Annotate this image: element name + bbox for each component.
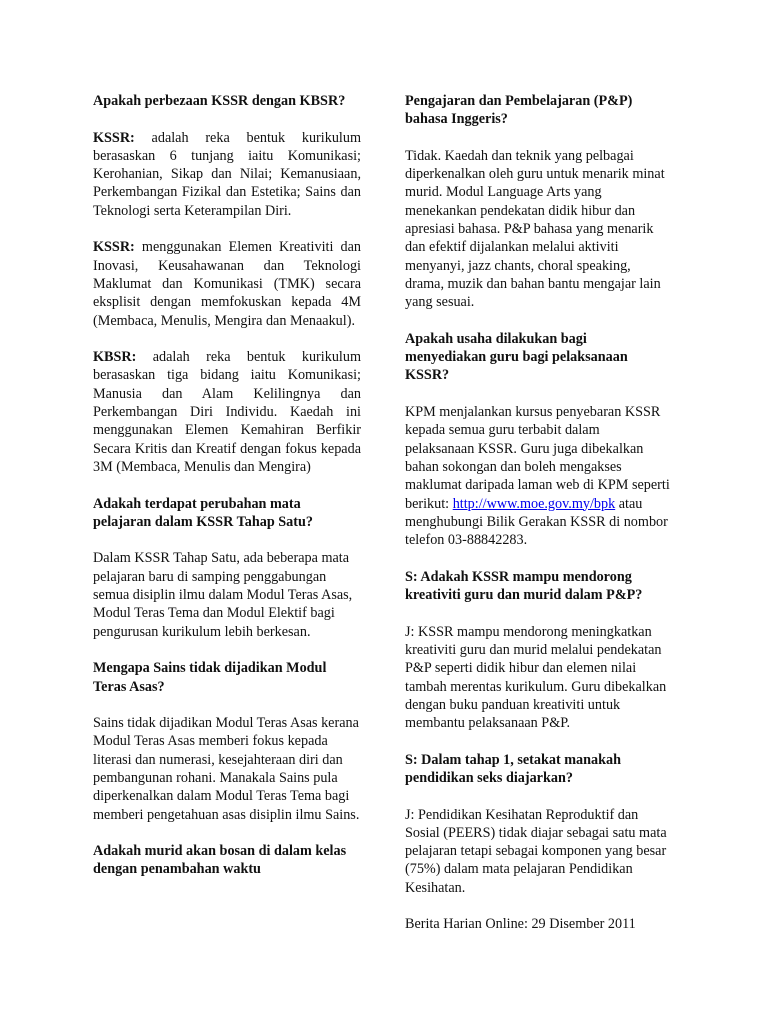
answer-text: adalah reka bentuk kurikulum berasaskan tiga bidang iaitu Komunikasi; Manusia dan Alam Kelilingnya dan Perkembangan Diri Individu. Kaedah ini menggunakan Elemen Kemahiran Berfikir Secara Kritis dan Kreatif dengan fokus kepada 3M (Membaca, Menulis dan Mengira): [93, 349, 361, 475]
answer-text: menggunakan Elemen Kreativiti dan Inovasi, Keusahawanan dan Teknologi Maklumat dan Komunikasi (TMK) secara eksplisit dengan memfokuskan kepada 4M (Membaca, Menulis, Mengira dan Menaakul).: [93, 239, 361, 329]
question-murid-bosan: Adakah murid akan bosan di dalam kelas dengan penambahan waktu: [93, 843, 347, 878]
answer-kreativiti: J: KSSR mampu mendorong meningkatkan kreativiti guru dan murid melalui pendekatan P&P seperti didik hibur dan elemen nilai tambah merentas kurikulum. Guru dibekalkan dengan buku panduan kreativiti untuk membantu pelaksanaan P&P.: [405, 623, 667, 732]
answer-text: adalah reka bentuk kurikulum berasaskan 6 tunjang iaitu Komunikasi; Kerohanian, Sikap dan Nilai; Kemanusiaan, Perkembangan Fizikal dan Estetika; Sains dan Teknologi serta Keterampilan Diri.: [93, 129, 361, 219]
answer-pendidikan-seks: J: Pendidikan Kesihatan Reproduktif dan Sosial (PEERS) tidak diajar sebagai satu mata pelajaran tetapi sebagai komponen yang besar (75%) dalam mata pelajaran Pendidikan Kesihatan.: [405, 806, 667, 896]
question-sains: Mengapa Sains tidak dijadikan Modul Teras Asas?: [93, 660, 327, 695]
term-label: KSSR:: [93, 239, 135, 256]
question-pnp-inggeris: Pengajaran dan Pembelajaran (P&P) bahasa Inggeris?: [405, 93, 633, 128]
term-label: KBSR:: [93, 349, 137, 366]
answer-persediaan-guru: [405, 403, 670, 549]
right-column: [405, 92, 670, 934]
answer-pnp-inggeris: Tidak. Kaedah dan teknik yang pelbagai diperkenalkan oleh guru untuk menarik minat murid. Modul Language Arts yang menekankan pendekatan didik hibur dan apresiasi bahasa. P&P bahasa yang menarik dan efektif dijalankan melalui aktiviti menyanyi, jazz chants, choral speaking, drama, muzik dan bahan bantu mengajar lain yang sesuai.: [405, 147, 665, 311]
left-column: [93, 92, 361, 879]
answer-text-tail: atau menghubungi Bilik Gerakan KSSR di nombor telefon 03-88842283.: [405, 495, 668, 549]
question-persediaan-guru: Apakah usaha dilakukan bagi menyediakan guru bagi pelaksanaan KSSR?: [405, 330, 628, 384]
question-pendidikan-seks: S: Dalam tahap 1, setakat manakah pendidikan seks diajarkan?: [405, 751, 621, 786]
answer-text: KPM menjalankan kursus penyebaran KSSR kepada semua guru terbabit dalam pelaksanaan KSSR. Guru juga dibekalkan bahan sokongan dan boleh mengakses maklumat daripada laman web di KPM seperti berikut:: [405, 404, 670, 512]
answer-mata-pelajaran: Dalam KSSR Tahap Satu, ada beberapa mata pelajaran baru di samping penggabungan semua disiplin ilmu dalam Modul Teras Asas, Modul Teras Tema dan Modul Elektif bagi pengurusan kurikulum lebih berkesan.: [93, 550, 353, 640]
question-kssr-vs-kbsr: Apakah perbezaan KSSR dengan KBSR?: [93, 93, 346, 109]
answer-kssr-tunjang: [93, 129, 361, 220]
source-citation: Berita Harian Online: 29 Disember 2011: [405, 916, 636, 933]
question-mata-pelajaran: Adakah terdapat perubahan mata pelajaran dalam KSSR Tahap Satu?: [93, 495, 313, 530]
answer-kssr-elemen: [93, 238, 361, 329]
answer-sains: Sains tidak dijadikan Modul Teras Asas kerana Modul Teras Asas memberi fokus kepada literasi dan numerasi, kesejahteraan diri dan pembangunan rohani. Manakala Sains pula diperkenalkan dalam Modul Teras Tema bagi memberi pengetahuan asas disiplin ilmu Sains.: [93, 715, 360, 823]
term-label: KSSR:: [93, 129, 135, 146]
answer-kbsr: [93, 348, 361, 476]
moe-bpk-link[interactable]: http://www.moe.gov.my/bpk: [452, 495, 616, 512]
question-kreativiti: S: Adakah KSSR mampu mendorong kreativiti guru dan murid dalam P&P?: [405, 568, 643, 604]
